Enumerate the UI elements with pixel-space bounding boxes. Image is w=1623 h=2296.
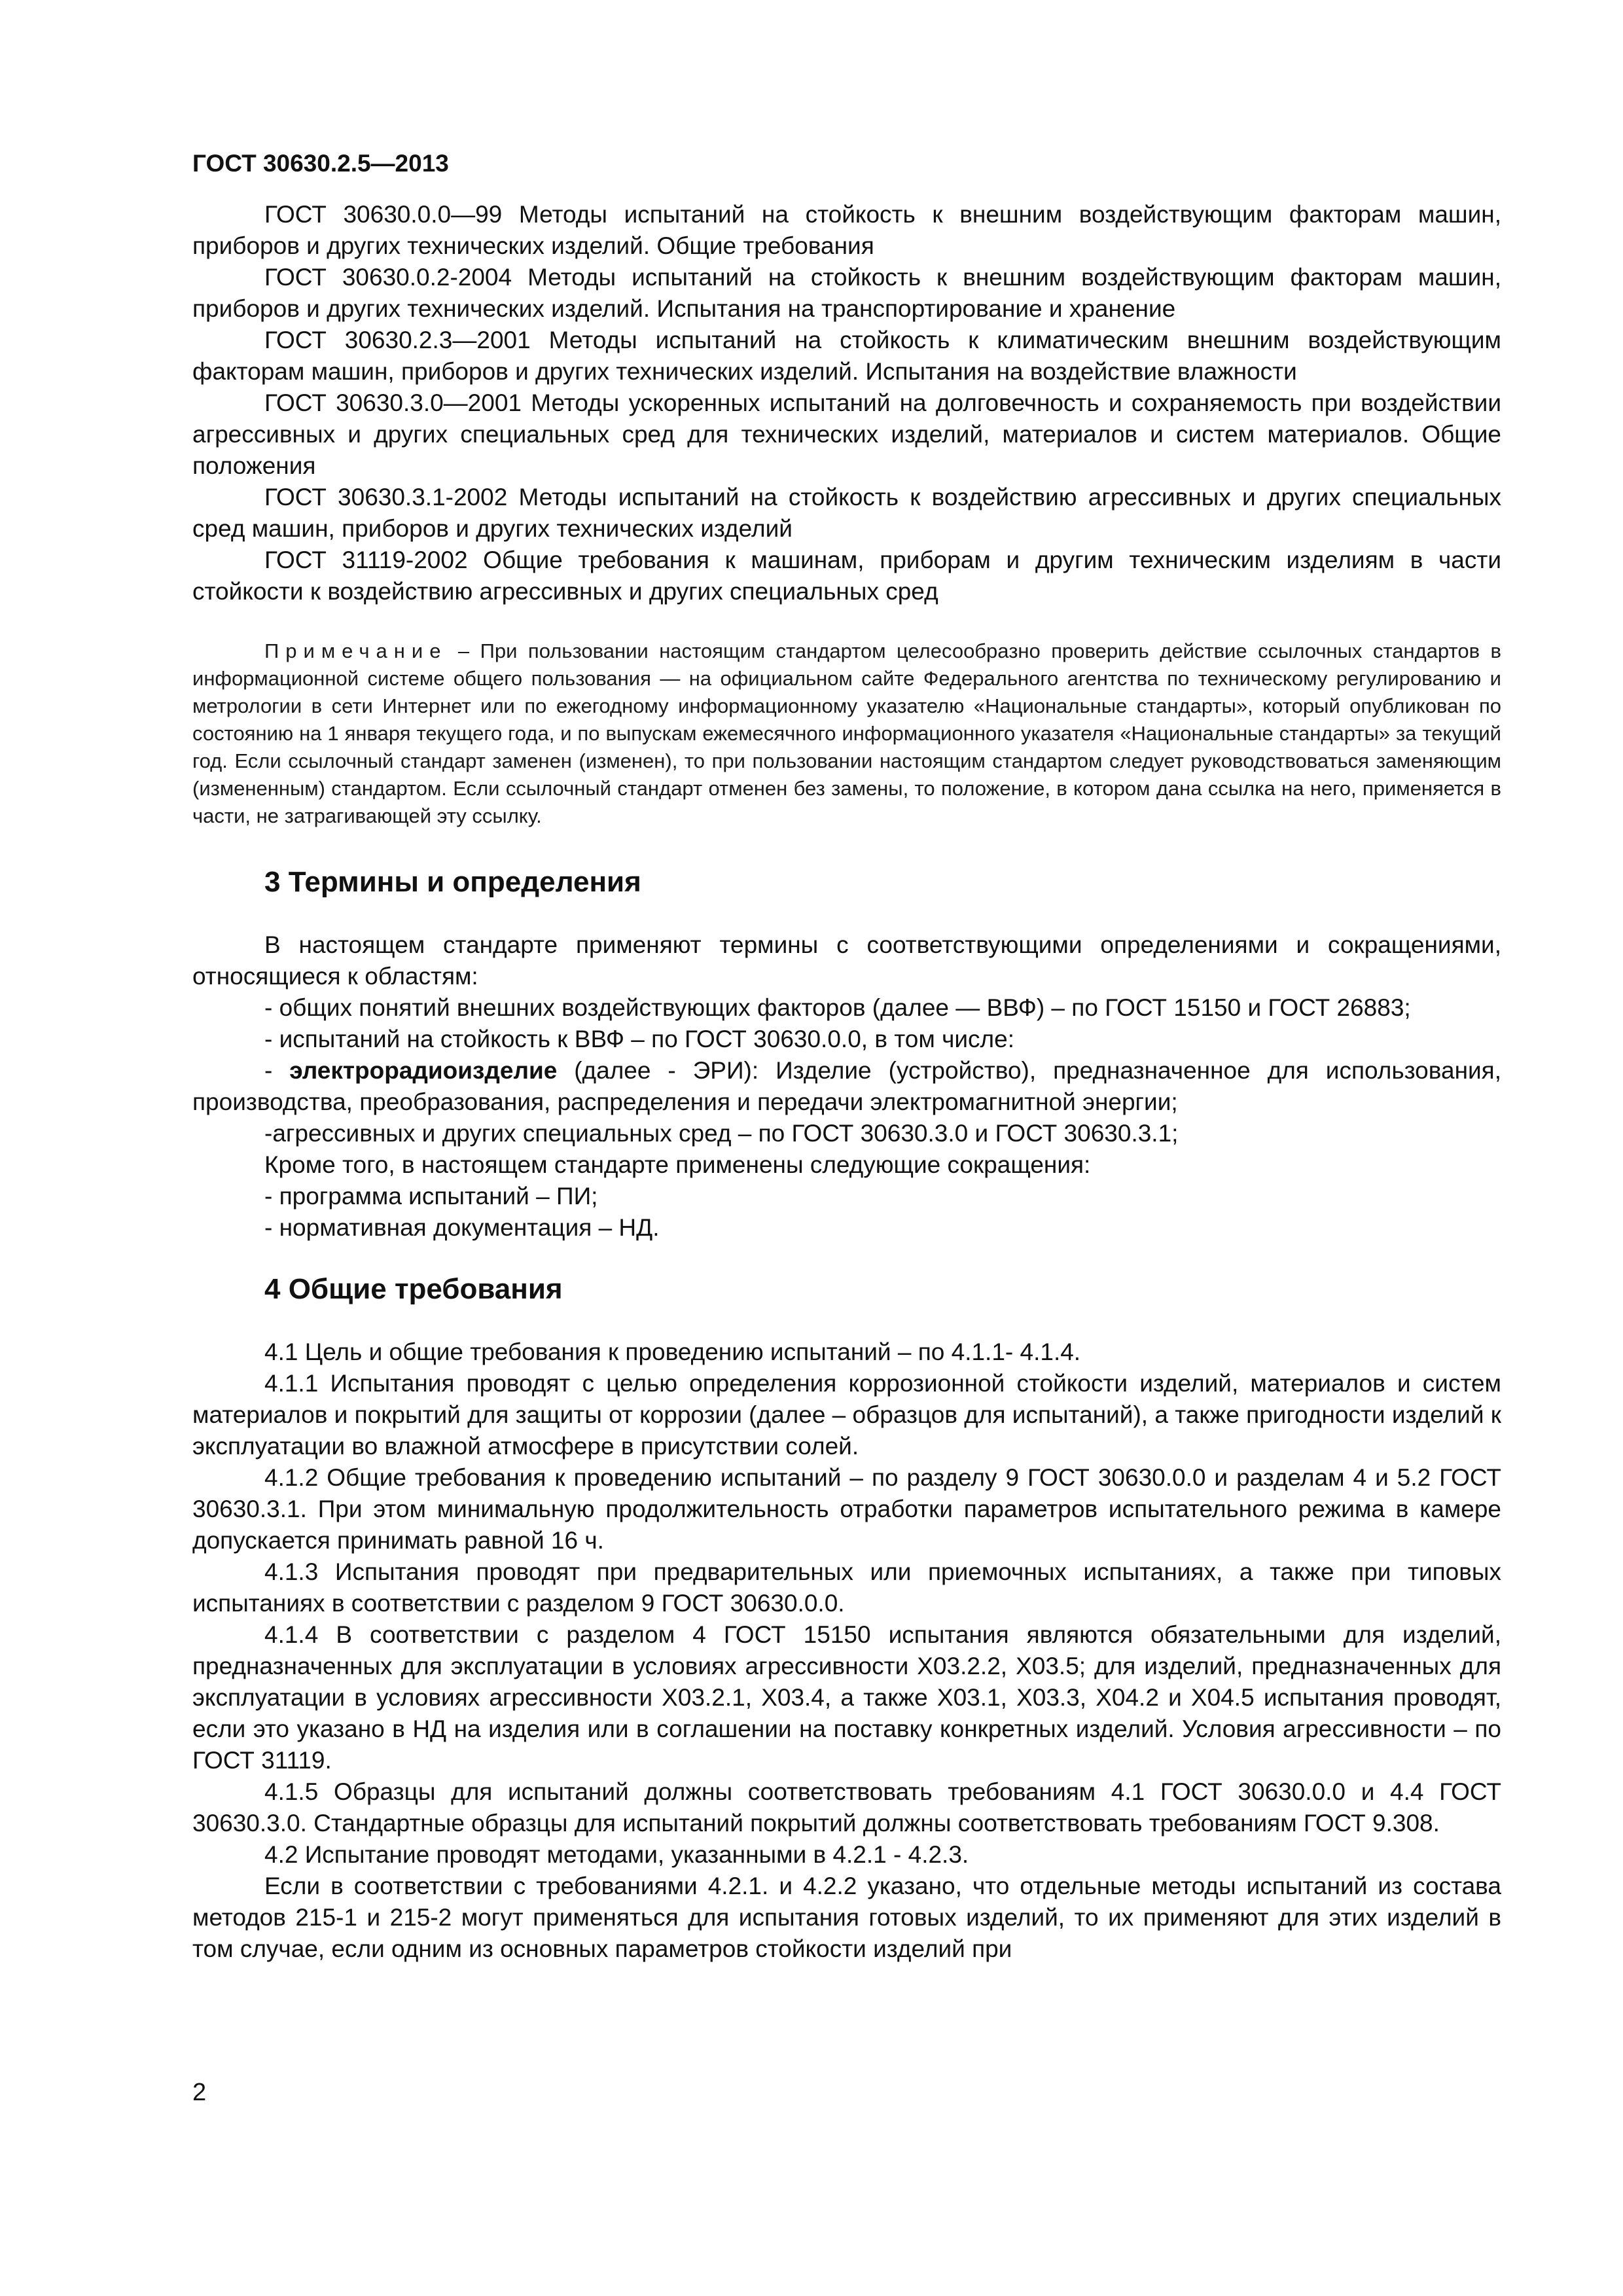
- normative-references: [192, 199, 1501, 607]
- section-3-paragraph: В настоящем стандарте применяют термины с соответствующими определениями и сокращениями, относящиеся к областям:: [192, 931, 1501, 990]
- term-dash: -: [264, 1057, 290, 1084]
- term-definition: (далее - ЭРИ): Изделие (устройство), предназначенное для использования, производства, преобразования, распределения и передачи электромагнитной энергии;: [192, 1057, 1501, 1115]
- reference-item: ГОСТ 30630.3.1-2002 Методы испытаний на стойкость к воздействию агрессивных и других специальных сред машин, приборов и других технических изделий: [192, 484, 1501, 542]
- section-4-paragraph: 4.1.5 Образцы для испытаний должны соответствовать требованиям 4.1 ГОСТ 30630.0.0 и 4.4 ГОСТ 30630.3.0. Стандартные образцы для испытаний покрытий должны соответствовать требованиям ГОСТ 9.308.: [192, 1778, 1501, 1837]
- section-4-paragraph: Если в соответствии с требованиями 4.2.1. и 4.2.2 указано, что отдельные методы испытаний из состава методов 215-1 и 215-2 могут применяться для испытания готовых изделий, то их применяют для этих изделий в том случае, если одним из основных параметров стойкости изделий при: [192, 1873, 1501, 1962]
- reference-item: ГОСТ 31119-2002 Общие требования к машинам, приборам и другим техническим изделиям в части стойкости к воздействию агрессивных и других специальных сред: [192, 547, 1501, 605]
- section-4-paragraph: 4.2 Испытание проводят методами, указанными в 4.2.1 - 4.2.3.: [264, 1841, 969, 1868]
- section-3-paragraph: -агрессивных и других специальных сред – по ГОСТ 30630.3.0 и ГОСТ 30630.3.1;: [264, 1120, 1179, 1147]
- reference-item: ГОСТ 30630.0.0—99 Методы испытаний на стойкость к внешним воздействующим факторам машин, приборов и других технических изделий. Общие требования: [192, 201, 1501, 259]
- document-header: ГОСТ 30630.2.5—2013: [192, 150, 449, 177]
- section-3-title: 3 Термины и определения: [264, 866, 641, 898]
- section-4-paragraph: 4.1.2 Общие требования к проведению испытаний – по разделу 9 ГОСТ 30630.0.0 и разделам 4 и 5.2 ГОСТ 30630.3.1. При этом минимальную продолжительность отработки параметров испытательного режима в камере допускается принимать равной 16 ч.: [192, 1464, 1501, 1554]
- reference-item: ГОСТ 30630.3.0—2001 Методы ускоренных испытаний на долговечность и сохраняемость при воздействии агрессивных и других специальных сред для технических изделий, материалов и систем материалов. Общие положения: [192, 389, 1501, 479]
- section-4-title: 4 Общие требования: [264, 1273, 563, 1305]
- note-lead: Примечание: [264, 639, 448, 662]
- page-number: 2: [192, 2079, 207, 2106]
- section-4-paragraph: 4.1.4 В соответствии с разделом 4 ГОСТ 15150 испытания являются обязательными для изделий, предназначенных для эксплуатации в условиях агрессивности Х03.2.2, Х03.5; для изделий, предназначенных для эксплуатации в условиях агрессивности Х03.2.1, Х03.4, а также Х03.1, Х03.3, Х04.2 и Х04.5 испытания проводят, если это указано в НД на изделия или в соглашении на поставку конкретных изделий. Условия агрессивности – по ГОСТ 31119.: [192, 1621, 1501, 1774]
- section-4-paragraph: 4.1 Цель и общие требования к проведению испытаний – по 4.1.1- 4.1.4.: [264, 1338, 1081, 1365]
- reference-item: ГОСТ 30630.2.3—2001 Методы испытаний на стойкость к климатическим внешним воздействующим факторам машин, приборов и других технических изделий. Испытания на воздействие влажности: [192, 327, 1501, 385]
- reference-item: ГОСТ 30630.0.2-2004 Методы испытаний на стойкость к внешним воздействующим факторам машин, приборов и других технических изделий. Испытания на транспортирование и хранение: [192, 264, 1501, 322]
- term-bold: электрорадиоизделие: [289, 1057, 558, 1084]
- section-3-paragraph: - испытаний на стойкость к ВВФ – по ГОСТ 30630.0.0, в том числе:: [264, 1026, 1014, 1052]
- section-3-paragraph: Кроме того, в настоящем стандарте применены следующие сокращения:: [264, 1151, 1091, 1178]
- section-4-paragraph: 4.1.3 Испытания проводят при предварительных или приемочных испытаниях, а также при типовых испытаниях в соответствии с разделом 9 ГОСТ 30630.0.0.: [192, 1558, 1501, 1617]
- section-3-body: [192, 929, 1501, 1244]
- section-3-paragraph: - нормативная документация – НД.: [264, 1214, 660, 1241]
- note-text: – При пользовании настоящим стандартом целесообразно проверить действие ссылочных стандартов в информационной системе общего пользования — на официальном сайте Федерального агентства по техническому регулированию и метрологии в сети Интернет или по ежегодному информационному указателю «Национальные стандарты», который опубликован по состоянию на 1 января текущего года, и по выпускам ежемесячного информационного указателя «Национальные стандарты» за текущий год. Если ссылочный стандарт заменен (изменен), то при пользовании настоящим стандартом следует руководствоваться заменяющим (измененным) стандартом. Если ссылочный стандарт отменен без замены, то положение, в котором дана ссылка на него, применяется в части, не затрагивающей эту ссылку.: [192, 639, 1501, 827]
- reference-note: [192, 637, 1501, 830]
- document-page: [192, 148, 1501, 1965]
- section-4-body: [192, 1336, 1501, 1965]
- section-3-paragraph: - программа испытаний – ПИ;: [264, 1183, 598, 1210]
- section-3-paragraph: [192, 1055, 1501, 1118]
- section-3-paragraph: - общих понятий внешних воздействующих факторов (далее — ВВФ) – по ГОСТ 15150 и ГОСТ 26883;: [264, 994, 1411, 1021]
- section-4-paragraph: 4.1.1 Испытания проводят с целью определения коррозионной стойкости изделий, материалов и систем материалов и покрытий для защиты от коррозии (далее – образцов для испытаний), а также пригодности изделий к эксплуатации во влажной атмосфере в присутствии солей.: [192, 1370, 1501, 1460]
